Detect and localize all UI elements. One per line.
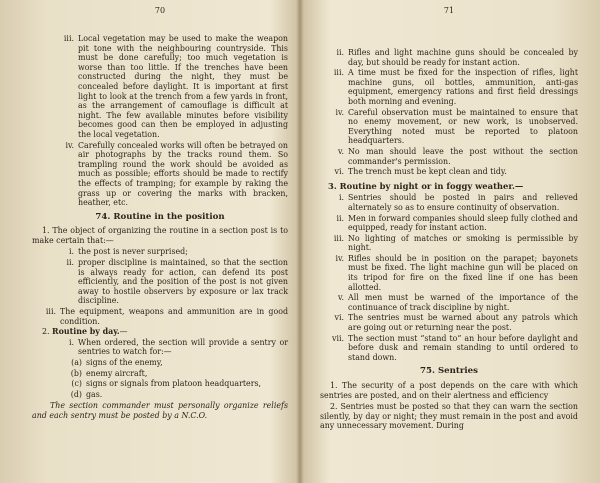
book-gutter [296,0,304,483]
right-page [320,0,578,483]
list-item: ii. Men in forward companies should sleep fully clothed and equipped, ready for instant action. [336,213,578,233]
subsection-title: 3. Routine by night or in foggy weather.— [328,180,524,191]
list-item: iii. A time must be fixed for the inspection of rifles, light machine guns, oil bottles, ammunition, anti-gas equipment, emergency rations and first field dressings both morning and evening. [333,68,578,106]
list-item: v. No man should leave the post without the section commander's permission. [337,146,578,166]
list-item: i. When ordered, the section will provide a sentry or sentries to watch for:— [68,337,288,357]
list-item: i. Sentries should be posted in pairs and relieved alternately so as to ensure continuity of observation. [338,193,578,212]
list-item: iii. No lighting of matches or smoking is permissible by night. [333,233,578,253]
italic-note: The section commander must personally organize reliefs and each sentry must be posted by a N.C.O. [32,401,288,420]
list-item: vi. The trench must be kept clean and tidy. [334,167,507,177]
section-heading: 74. Routine in the position [95,211,225,222]
paragraph: 1. The object of organizing the routine in a section post is to make certain that:— [32,226,288,245]
list-item: v. All men must be warned of the importance of the continuance of track discipline by night. [337,293,578,312]
subsection-title: 2. Routine by day.— [42,327,128,337]
paragraph: 1. The security of a post depends on the care with which sentries are posted, and on their alertness and efficiency [320,381,578,400]
list-item: iv. Carefully concealed works will often be betrayed on air photographs by the tracks round them. So trampling round the work should be avoided as much as possible; efforts should be made to rectify the effects of tramping; for example by raking the grass up or covering the marks with bracken, heather, etc. [65,140,288,208]
right-page-body [320,48,578,433]
list-item: vi. The sentries must be warned about any patrols which are going out or returning near the post. [334,313,578,333]
list-item: i. the post is never surprised; [68,247,188,257]
list-item: iii. The equipment, weapons and ammunition are in good condition. [45,307,288,326]
list-item: (c) signs or signals from platoon headquarters, [71,379,262,389]
paragraph: 2. Sentries must be posted so that they can warn the section silently, by day or night; they must remain in the post and avoid any unnecessary movement. During [320,402,578,431]
list-item: ii. proper discipline is maintained, so that the section is always ready for action, can defend its post efficiently, and the position of the post is not given away to hostile observers by exposure or lax track discipline. [66,258,288,306]
list-item: vii. The section must “stand to” an hour before daylight and before dusk and remain standing to until ordered to stand down. [331,333,578,362]
list-item: (d) gas. [70,389,103,399]
page-number: 70 [154,6,166,15]
list-item: iv. Rifles should be in position on the parapet; bayonets must be fixed. The light machine gun will be placed on its tripod for fire on the fixed line if one has been allotted. [335,253,578,292]
section-heading: 75. Sentries [420,366,478,377]
list-item: (a) signs of the enemy, [71,358,163,367]
left-page-body [32,34,288,421]
page-number: 71 [443,6,455,15]
list-item: (b) enemy aircraft, [70,368,148,378]
list-item: iii. Local vegetation may be used to make the weapon pit tone with the neighbouring countryside. This must be done carefully; too much vegetation is worse than too little. If the trenches have been constructed during the night, they must be concealed before daylight. It is important at first light to look at the trench from a few yards in front, as the arrangement of camouflage is difficult at night. The few available minutes before visibility becomes good can then be employed in adjusting the local vegetation. [63,34,288,139]
list-item: ii. Rifles and light machine guns should be concealed by day, but should be ready for instant action. [336,48,578,67]
list-item: iv. Careful observation must be maintained to ensure that no enemy movement, or new work, is unobserved. Everything noted must be reported to platoon headquarters. [335,107,578,146]
left-page [32,0,288,483]
